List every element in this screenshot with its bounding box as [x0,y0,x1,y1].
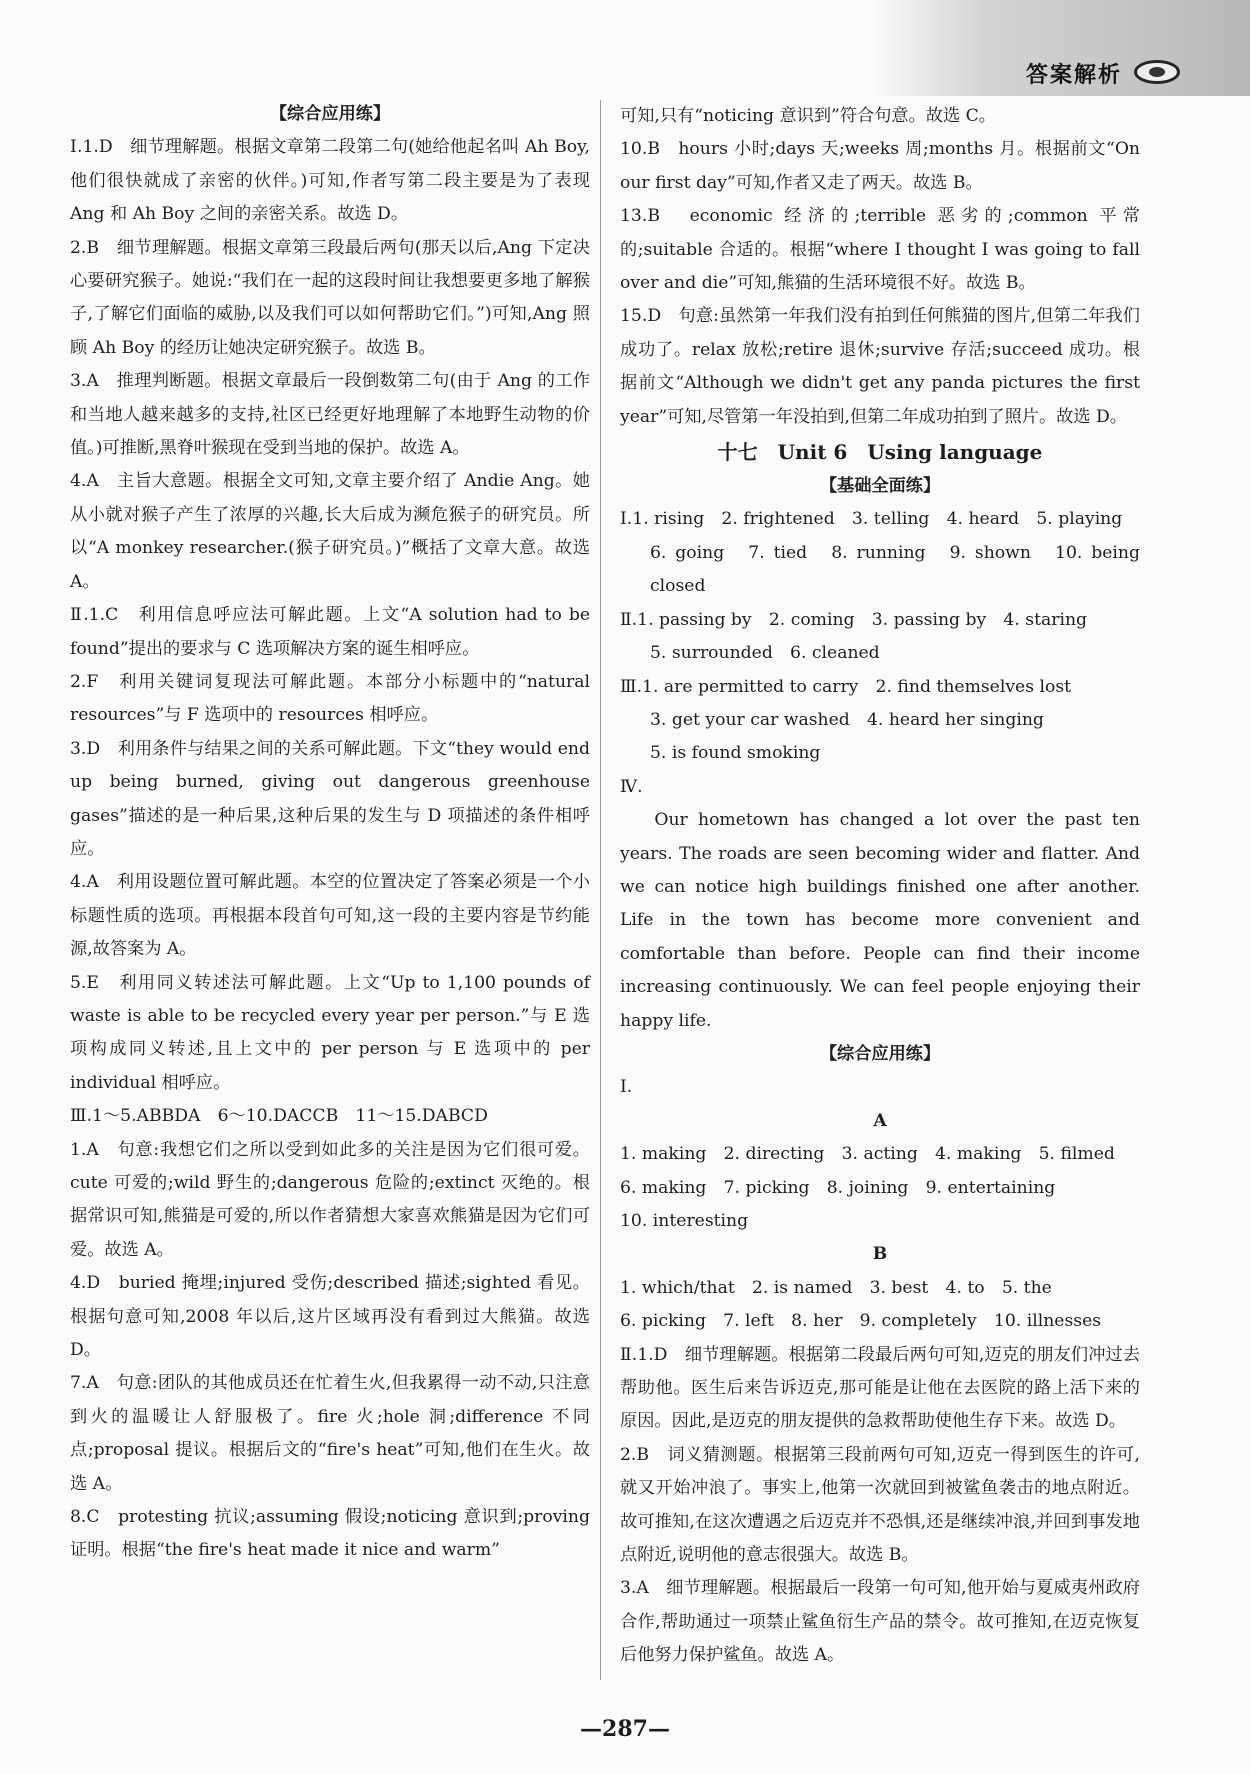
paragraph: Ⅱ.1. passing by 2. coming 3. passing by 4. staring [620,609,1088,630]
paragraph: 4.A 利用设题位置可解此题。本空的位置决定了答案必须是一个小标题性质的选项。再根据本段首句可知,这一段的主要内容是节约能源,故答案为 A。 [70,872,590,960]
paragraph: 【综合应用练】 [269,104,391,124]
paragraph: Ⅲ.1. are permitted to carry 2. find themselves lost [620,676,1072,697]
paragraph: 10.B hours 小时;days 天;weeks 周;months 月。根据前文“On our first day”可知,作者又走了两天。故选 B。 [620,139,1140,193]
paragraph: Ⅲ.1～5.ABBDA 6～10.DACCB 11～15.DABCD [70,1106,488,1127]
paragraph: 13.B economic 经济的;terrible 恶劣的;common 平常的;suitable 合适的。根据“where I thought I was going to fall over and die”可知,熊猫的生活环境很不好。故选 B。 [620,206,1140,294]
paragraph: Ⅱ.1.C 利用信息呼应法可解此题。上文“A solution had to be found”提出的要求与 C 选项解决方案的诞生相呼应。 [70,605,590,659]
paragraph: 5. surrounded 6. cleaned [650,643,880,664]
paragraph: 【基础全面练】 [819,476,941,497]
paragraph: 1. making 2. directing 3. acting 4. making 5. filmed [620,1144,1115,1165]
paragraph: 1.A 句意:我想它们之所以受到如此多的关注是因为它们很可爱。cute 可爱的;wild 野生的;dangerous 危险的;extinct 灭绝的。根据常识可知,熊猫是可爱的,所以作者猜想大家喜欢熊猫是因为它们可爱。故选 A。 [70,1139,590,1260]
paragraph: 4.D buried 掩埋;injured 受伤;described 描述;sighted 看见。根据句意可知,2008 年以后,这片区域再没有看到过大熊猫。故选 D。 [70,1273,590,1361]
paragraph: 4.A 主旨大意题。根据全文可知,文章主要介绍了 Andie Ang。她从小就对猴子产生了浓厚的兴趣,长大后成为濒危猴子的研究员。所以“A monkey researcher.(猴子研究员。)”概括了文章大意。故选 A。 [70,471,590,592]
paragraph: 6. picking 7. left 8. her 9. completely 10. illnesses [620,1311,1102,1332]
paragraph: Ⅰ.1. rising 2. frightened 3. telling 4. heard 5. playing [620,509,1123,530]
paragraph: Ⅳ. [620,776,643,797]
paragraph: B [872,1244,888,1265]
left-column [70,98,590,1568]
paragraph: 6. making 7. picking 8. joining 9. entertaining [620,1177,1056,1198]
paragraph: 3.A 推理判断题。根据文章最后一段倒数第二句(由于 Ang 的工作和当地人越来越多的支持,社区已经更好地理解了本地野生动物的价值。)可推断,黑脊叶猴现在受到当地的保护。故选 A。 [70,371,590,459]
paragraph: Ⅱ.1.D 细节理解题。根据第二段最后两句可知,迈克的朋友们冲过去帮助他。医生后来告诉迈克,那可能是让他在去医院的路上活下来的原因。因此,是迈克的朋友提供的急救帮助使他生存下来。故选 D。 [620,1344,1140,1432]
eye-icon [1134,60,1180,84]
paragraph: 2.B 词义猜测题。根据第三段前两句可知,迈克一得到医生的许可,就又开始冲浪了。事实上,他第一次就回到被鲨鱼袭击的地点附近。故可推知,在这次遭遇之后迈克并不恐惧,还是继续冲浪,并回到事发地点附近,说明他的意志很强大。故选 B。 [620,1444,1140,1566]
paragraph: Ⅰ. [620,1077,633,1098]
paragraph: Our hometown has changed a lot over the past ten years. The roads are seen becoming wider and flatter. And we can notice high buildings finished one after another. Life in the town has become more convenient and comfortable than before. People can find their income increasing continuously. We can feel people enjoying their happy life. [620,810,1140,1031]
paragraph: 5. is found smoking [650,743,821,764]
paragraph: 10. interesting [620,1211,749,1231]
paragraph: 2.F 利用关键词复现法可解此题。本部分小标题中的“natural resources”与 F 选项中的 resources 相呼应。 [70,671,590,726]
paragraph: 3. get your car washed 4. heard her singing [650,709,1044,730]
paragraph: 2.B 细节理解题。根据文章第三段最后两句(那天以后,Ang 下定决心要研究猴子。她说:“我们在一起的这段时间让我想要更多地了解猴子,了解它们面临的威胁,以及我们可以如何帮助它们。”)可知,Ang 照顾 Ah Boy 的经历让她决定研究猴子。故选 B。 [70,237,590,358]
paragraph: 5.E 利用同义转述法可解此题。上文“Up to 1,100 pounds of waste is able to be recycled every year per person.”与 E 选项构成同义转述,且上文中的 per person 与 E 选项中的 per individual 相呼应。 [70,972,590,1093]
paragraph: 6. going 7. tied 8. running 9. shown 10. being closed [650,542,1140,597]
paragraph: 7.A 句意:团队的其他成员还在忙着生火,但我累得一动不动,只注意到火的温暖让人舒服极了。fire 火;hole 洞;difference 不同点;proposal 提议。根据后文的“fire's heat”可知,他们在生火。故选 A。 [70,1373,590,1494]
paragraph: 1. which/that 2. is named 3. best 4. to 5. the [620,1277,1052,1298]
paragraph: 可知,只有“noticing 意识到”符合句意。故选 C。 [620,106,996,126]
paragraph: 3.A 细节理解题。根据最后一段第一句可知,他开始与夏威夷州政府合作,帮助通过一项禁止鲨鱼衍生产品的禁令。故可推知,在迈克恢复后他努力保护鲨鱼。故选 A。 [620,1578,1140,1666]
paragraph: 十七 Unit 6 Using language [717,440,1043,465]
paragraph: 【综合应用练】 [819,1043,941,1064]
paragraph: 3.D 利用条件与结果之间的关系可解此题。下文“they would end up being burned, giving out dangerous greenhouse gases”描述的是一种后果,这种后果的发生与 D 项描述的条件相呼应。 [70,738,590,859]
paragraph: A [873,1110,887,1131]
right-column [620,100,1140,1673]
paragraph: 15.D 句意:虽然第一年我们没有拍到任何熊猫的图片,但第二年我们成功了。relax 放松;retire 退休;survive 存活;succeed 成功。根据前文“Although we didn't get any panda pictures the first year”可知,尽管第一年没拍到,但第二年成功拍到了照片。故选 D。 [620,306,1140,427]
page-header [870,0,1250,96]
paragraph: Ⅰ.1.D 细节理解题。根据文章第二段第二句(她给他起名叫 Ah Boy,他们很快就成了亲密的伙伴。)可知,作者写第二段主要是为了表现 Ang 和 Ah Boy 之间的亲密关系。故选 D。 [70,137,590,225]
header-label: 答案解析 [1025,63,1122,88]
column-divider [600,100,601,1680]
paragraph: 8.C protesting 抗议;assuming 假设;noticing 意识到;proving 证明。根据“the fire's heat made it nice and warm” [70,1507,590,1561]
page-number: —287— [580,1716,670,1742]
